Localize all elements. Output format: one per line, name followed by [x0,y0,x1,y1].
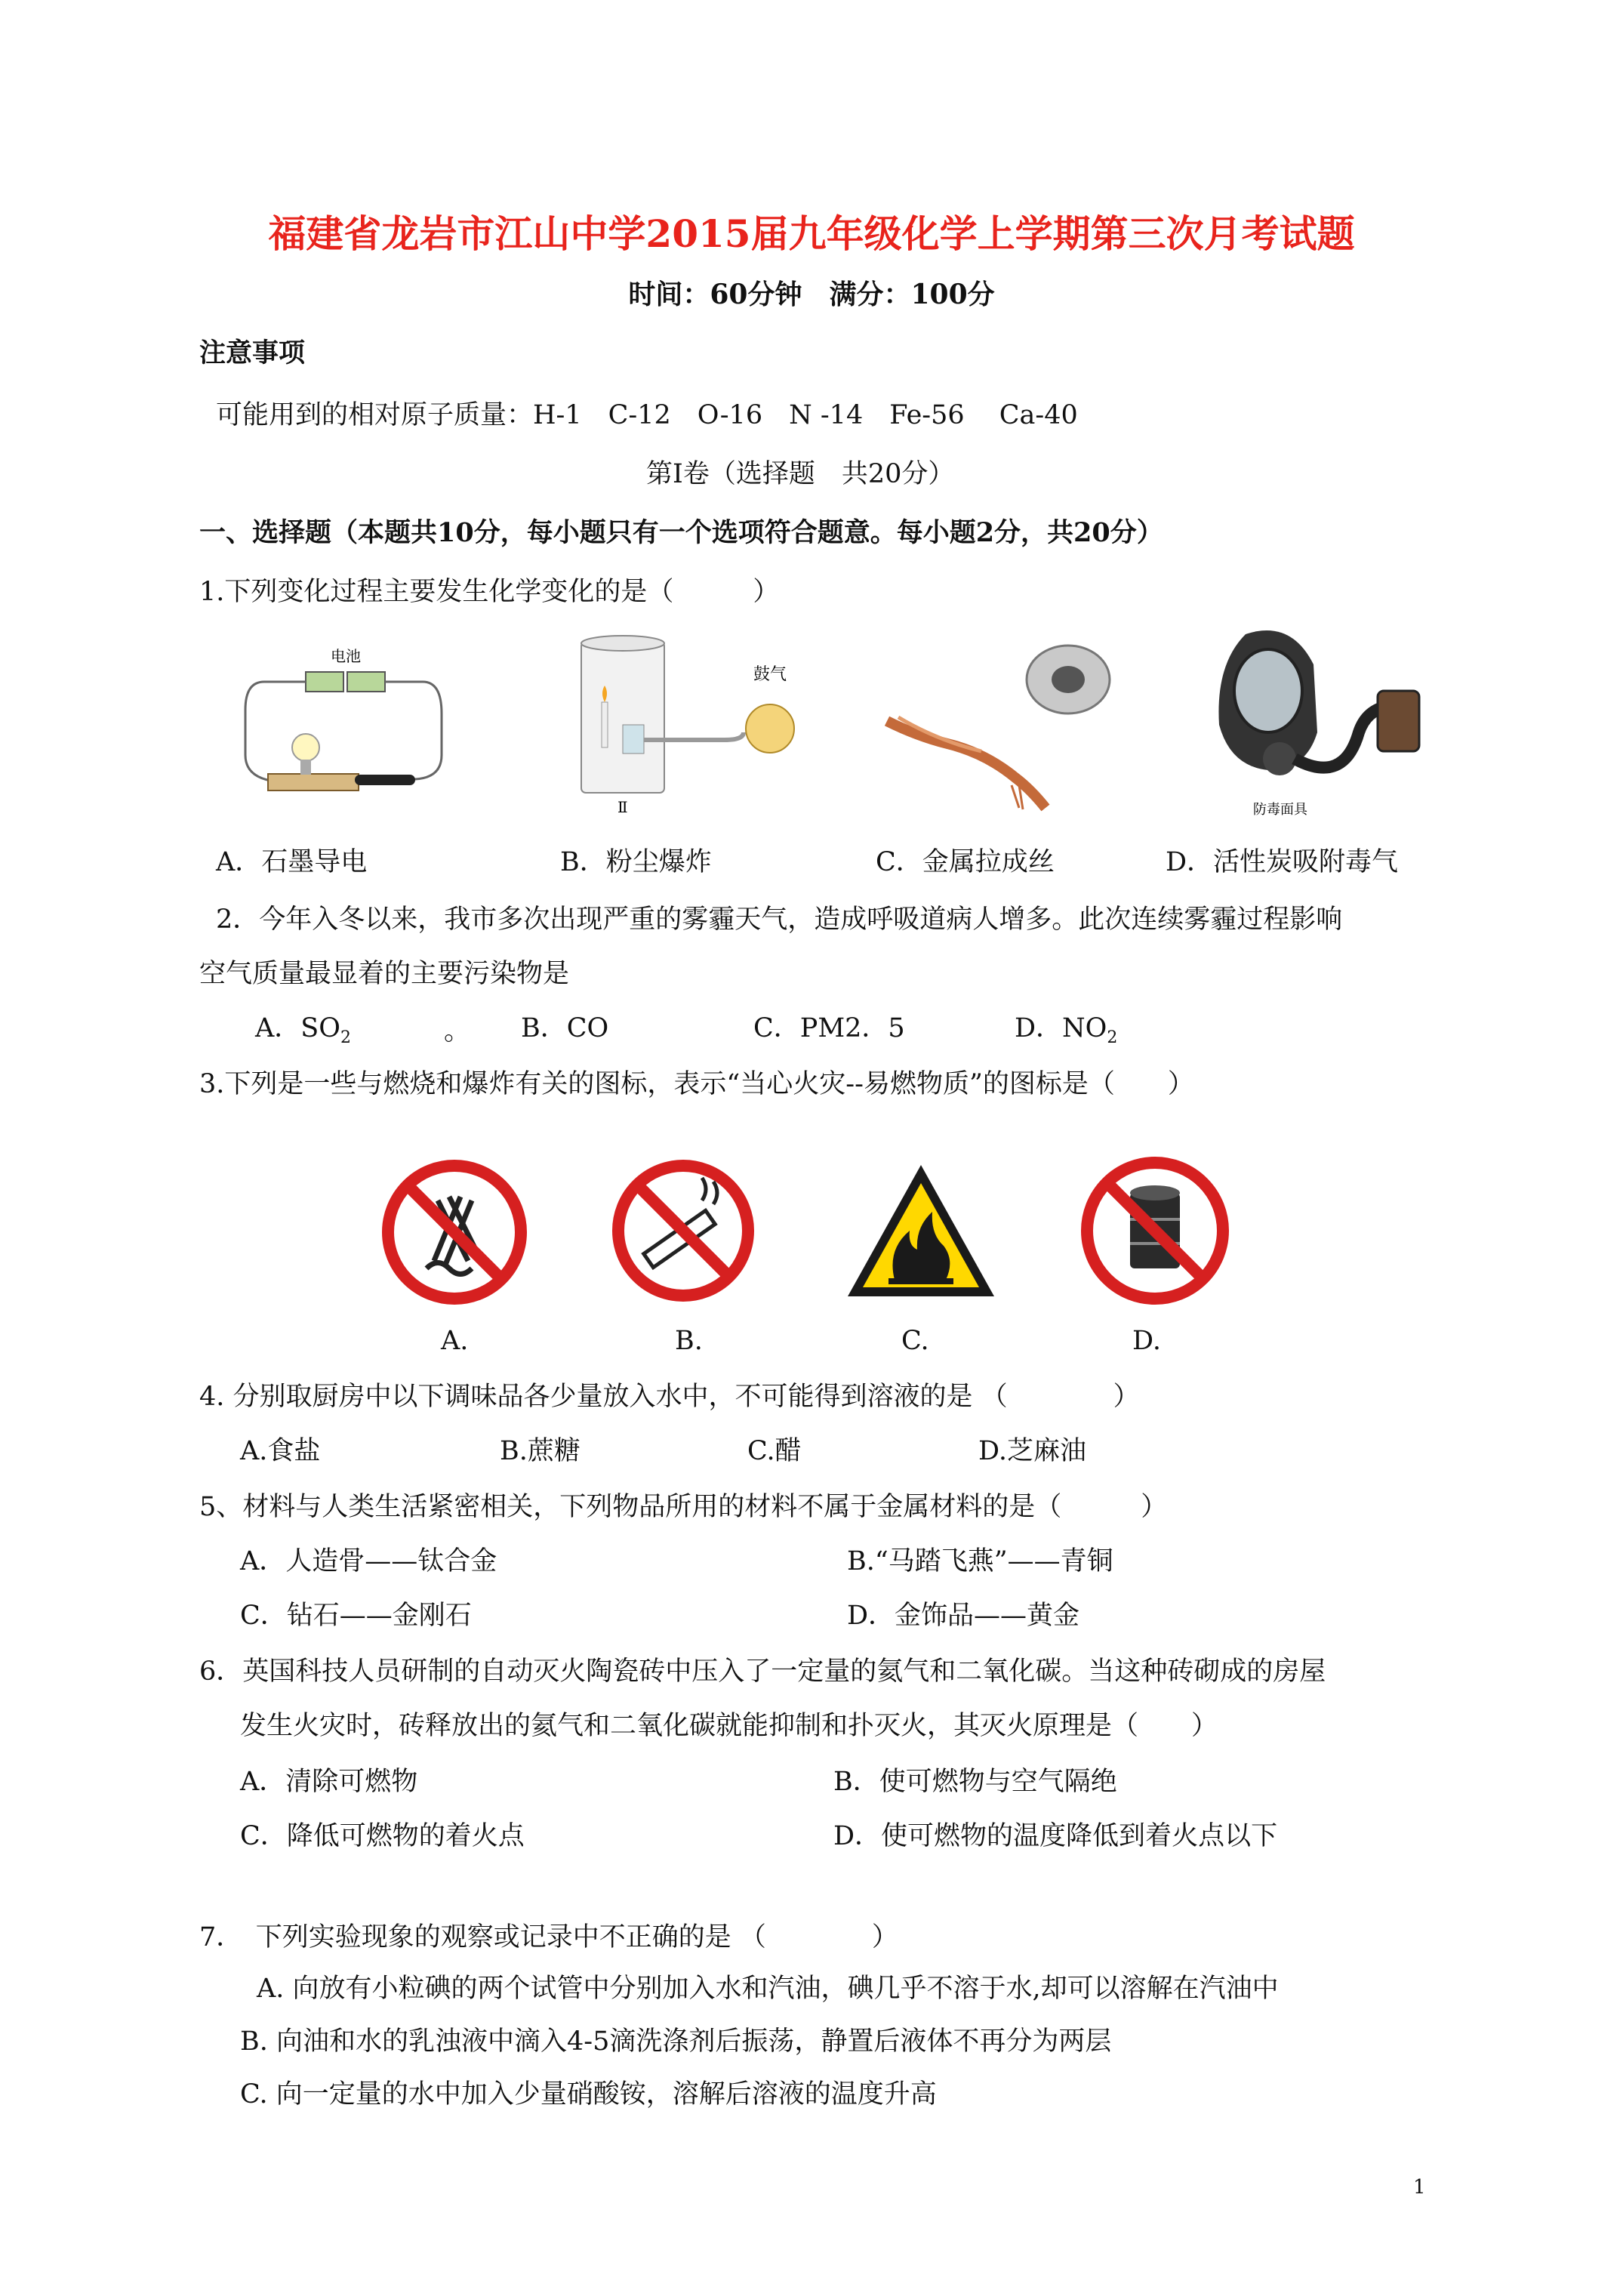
bellows-label: 鼓气 [753,665,787,684]
gas-mask-figure [1178,619,1434,823]
question-6-line1: 6．英国科技人员研制的自动灭火陶瓷砖中压入了一定量的氦气和二氧化碳。当这种砖砌成的房屋 [199,1657,1326,1687]
q2-option-b: B．CO [521,1013,609,1043]
q6-option-a: A．清除可燃物 [240,1767,418,1797]
question-1-stem: 1.下列变化过程主要发生化学变化的是（ ） [199,577,780,607]
page-number: 1 [1413,2176,1426,2199]
q3-label-d: D. [1132,1326,1161,1356]
q5-option-b: B.“马踏飞燕”——青铜 [847,1546,1113,1576]
page-title: 福建省龙岩市江山中学2015届九年级化学上学期第三次月考试题 [268,211,1355,256]
graphite-circuit-figure [234,642,453,808]
roman-two-label: Ⅱ [617,798,628,815]
q7-option-c: C. 向一定量的水中加入少量硝酸铵，溶解后溶液的温度升高 [240,2079,937,2110]
flammable-warning-sign-icon [842,1159,1000,1302]
q4-option-a: A.食盐 [240,1436,321,1466]
no-smoking-sign-icon [608,1155,759,1306]
q2-option-c: C．PM2．5 [753,1013,905,1043]
q1-option-c: C．金属拉成丝 [876,847,1055,877]
q2-option-a: A．$SO_2$ [255,1013,351,1047]
q5-option-a: A．人造骨——钛合金 [240,1546,497,1576]
question-5-stem: 5、材料与人类生活紧密相关，下列物品所用的材料不属于金属材料的是（ ） [199,1492,1168,1522]
q3-label-b: B. [675,1326,703,1356]
exam-time-score: 时间：60分钟 满分：100分 [628,279,995,310]
question-2-line2: 空气质量最显着的主要污染物是 [199,959,570,989]
no-fireworks-sign-icon [377,1155,532,1310]
q5-option-d: D．金饰品——黄金 [847,1601,1080,1631]
q5-option-c: C．钻石——金刚石 [240,1601,472,1631]
battery-label: 电池 [331,647,361,665]
volume-title: 第Ⅰ卷（选择题 共20分） [646,459,955,489]
q1-option-b: B．粉尘爆炸 [560,847,712,877]
metal-wire-figure [876,634,1132,815]
q4-option-c: C.醋 [747,1436,802,1466]
dust-explosion-figure [559,627,815,815]
q3-label-c: C. [901,1326,929,1356]
q1-option-d: D．活性炭吸附毒气 [1166,847,1399,877]
q6-option-c: C．降低可燃物的着火点 [240,1821,525,1851]
question-4-stem: 4. 分别取厨房中以下调味品各少量放入水中，不可能得到溶液的是 （ ） [199,1382,1140,1412]
q4-option-d: D.芝麻油 [978,1436,1086,1466]
q2-option-d: D．$NO_2$ [1015,1013,1118,1047]
question-7-stem: 7． 下列实验现象的观察或记录中不正确的是 （ ） [199,1922,898,1952]
q2-dot: 。 [444,1016,471,1046]
q6-option-b: B．使可燃物与空气隔绝 [833,1767,1117,1797]
q6-option-d: D．使可燃物的温度降低到着火点以下 [833,1821,1278,1851]
section-heading: 一、选择题（本题共10分，每小题只有一个选项符合题意。每小题2分，共20分） [199,517,1163,548]
gas-mask-label: 防毒面具 [1253,802,1307,818]
q4-option-b: B.蔗糖 [500,1436,581,1466]
notice-heading: 注意事项 [199,337,306,368]
atomic-mass-line: 可能用到的相对原子质量：H-1 C-12 O-16 N -14 Fe-56 Ca-40 [216,400,1078,430]
q3-label-a: A. [441,1326,469,1356]
question-2-line1: 2．今年入冬以来，我市多次出现严重的雾霾天气，造成呼吸道病人增多。此次连续雾霾过程影响 [216,905,1343,935]
q7-option-b: B. 向油和水的乳浊液中滴入4-5滴洗涤剂后振荡，静置后液体不再分为两层 [240,2026,1112,2057]
question-3-stem: 3.下列是一些与燃烧和爆炸有关的图标，表示“当心火灾--易燃物质”的图标是（ ） [199,1069,1194,1099]
no-combustible-barrel-sign-icon [1076,1151,1234,1310]
q7-option-a: A. 向放有小粒碘的两个试管中分别加入水和汽油，碘几乎不溶于水,却可以溶解在汽油中 [257,1974,1279,2004]
question-6-line2: 发生火灾时，砖释放出的氦气和二氧化碳就能抑制和扑灭火，其灭火原理是（ ） [240,1711,1218,1741]
q1-option-a: A．石墨导电 [216,847,368,877]
